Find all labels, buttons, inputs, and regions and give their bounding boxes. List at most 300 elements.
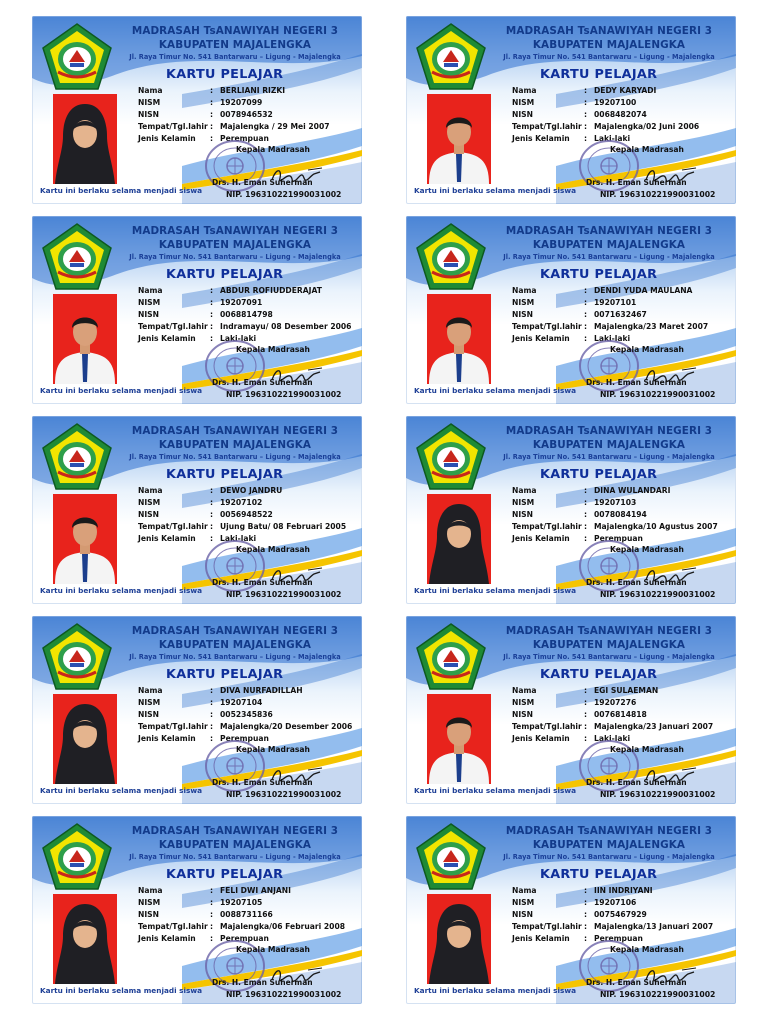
label-birth: Tempat/Tgl.lahir	[512, 322, 582, 331]
student-card	[406, 216, 736, 404]
colon: :	[210, 98, 214, 107]
label-nisn: NISN	[512, 110, 534, 119]
school-name: MADRASAH TsANAWIYAH NEGERI 3	[505, 425, 713, 437]
field-row-ttl	[138, 721, 360, 733]
colon: :	[584, 286, 588, 295]
label-gender: Jenis Kelamin	[138, 734, 196, 743]
school-logo-icon	[414, 422, 488, 492]
label-nisn: NISN	[138, 710, 160, 719]
label-nisn: NISN	[512, 510, 534, 519]
label-nama: Nama	[138, 486, 163, 495]
student-card	[32, 216, 362, 404]
label-gender: Jenis Kelamin	[138, 934, 196, 943]
field-row-ttl	[512, 921, 734, 933]
colon: :	[584, 698, 588, 707]
label-birth: Tempat/Tgl.lahir	[512, 122, 582, 131]
card-title: KARTU PELAJAR	[540, 67, 658, 82]
principal-nip: NIP. 196310221990031002	[226, 190, 342, 199]
student-nism: 19207104	[220, 698, 263, 707]
label-nism: NISM	[512, 298, 535, 307]
colon: :	[584, 298, 588, 307]
label-birth: Tempat/Tgl.lahir	[512, 522, 582, 531]
colon: :	[210, 522, 214, 531]
colon: :	[210, 722, 214, 731]
label-nism: NISM	[138, 498, 161, 507]
school-address: Jl. Raya Timur No. 541 Bantarwaru – Ligung - Majalengka	[129, 253, 341, 261]
school-regency: KABUPATEN MAJALENGKA	[158, 39, 312, 51]
label-nisn: NISN	[138, 110, 160, 119]
principal-nip: NIP. 196310221990031002	[226, 790, 342, 799]
school-logo-icon	[414, 622, 488, 692]
card-title: KARTU PELAJAR	[540, 667, 658, 682]
label-nism: NISM	[138, 698, 161, 707]
student-nism: 19207100	[594, 98, 637, 107]
school-logo-icon	[414, 22, 488, 92]
school-name: MADRASAH TsANAWIYAH NEGERI 3	[131, 825, 339, 837]
student-name: DINA WULANDARI	[594, 486, 671, 495]
student-name: DEDY KARYADI	[594, 86, 657, 95]
field-row-nism	[138, 897, 360, 909]
label-nism: NISM	[512, 898, 535, 907]
colon: :	[210, 286, 214, 295]
student-nisn: 0068482074	[594, 110, 647, 119]
field-row-nism	[512, 897, 734, 909]
student-nisn: 0088731166	[220, 910, 273, 919]
colon: :	[210, 334, 214, 343]
student-card	[406, 16, 736, 204]
school-name: MADRASAH TsANAWIYAH NEGERI 3	[131, 425, 339, 437]
student-birth: Majalengka/23 Maret 2007	[594, 322, 709, 331]
student-name: ABDUR ROFIUDDERAJAT	[220, 286, 322, 295]
school-address: Jl. Raya Timur No. 541 Bantarwaru – Ligung - Majalengka	[503, 53, 715, 61]
field-row-nama	[512, 85, 734, 97]
field-row-ttl	[512, 121, 734, 133]
student-birth: Majalengka/10 Agustus 2007	[594, 522, 718, 531]
card-title: KARTU PELAJAR	[540, 267, 658, 282]
card-title: KARTU PELAJAR	[540, 867, 658, 882]
label-birth: Tempat/Tgl.lahir	[512, 922, 582, 931]
colon: :	[210, 510, 214, 519]
card-title: KARTU PELAJAR	[166, 67, 284, 82]
school-regency: KABUPATEN MAJALENGKA	[532, 239, 686, 251]
student-birth: Majalengka/02 Juni 2006	[594, 122, 700, 131]
student-name: IIN INDRIYANI	[594, 886, 653, 895]
student-portrait	[53, 694, 117, 784]
colon: :	[210, 698, 214, 707]
student-gender: Perempuan	[220, 734, 269, 743]
school-regency: KABUPATEN MAJALENGKA	[532, 639, 686, 651]
student-nisn: 0052345836	[220, 710, 273, 719]
school-regency: KABUPATEN MAJALENGKA	[532, 439, 686, 451]
student-portrait	[427, 894, 491, 984]
label-nama: Nama	[512, 486, 537, 495]
label-birth: Tempat/Tgl.lahir	[138, 722, 208, 731]
student-gender: Perempuan	[594, 934, 643, 943]
student-fields	[512, 685, 734, 745]
label-nama: Nama	[512, 886, 537, 895]
principal-title: Kepala Madrasah	[236, 145, 310, 154]
field-row-nism	[138, 497, 360, 509]
field-row-ttl	[138, 321, 360, 333]
school-address: Jl. Raya Timur No. 541 Bantarwaru – Ligung - Majalengka	[503, 653, 715, 661]
school-logo-icon	[40, 622, 114, 692]
student-photo	[53, 694, 117, 784]
label-nisn: NISN	[138, 310, 160, 319]
validity-note: Kartu ini berlaku selama menjadi siswa	[414, 986, 576, 995]
student-nisn: 0076814818	[594, 710, 647, 719]
label-birth: Tempat/Tgl.lahir	[138, 522, 208, 531]
field-row-ttl	[512, 721, 734, 733]
colon: :	[210, 534, 214, 543]
student-photo	[427, 494, 491, 584]
label-gender: Jenis Kelamin	[138, 534, 196, 543]
student-portrait	[53, 294, 117, 384]
principal-title: Kepala Madrasah	[236, 745, 310, 754]
field-row-nism	[138, 697, 360, 709]
student-card	[32, 416, 362, 604]
student-portrait	[53, 894, 117, 984]
colon: :	[584, 486, 588, 495]
label-nisn: NISN	[138, 910, 160, 919]
school-logo-icon	[40, 22, 114, 92]
student-birth: Majalengka/20 Desember 2006	[220, 722, 353, 731]
principal-title: Kepala Madrasah	[236, 545, 310, 554]
student-card	[32, 16, 362, 204]
student-name: FELI DWI ANJANI	[220, 886, 291, 895]
student-nism: 19207106	[594, 898, 637, 907]
school-regency: KABUPATEN MAJALENGKA	[532, 39, 686, 51]
school-address: Jl. Raya Timur No. 541 Bantarwaru – Ligung - Majalengka	[129, 453, 341, 461]
principal-nip: NIP. 196310221990031002	[600, 990, 716, 999]
student-photo	[53, 94, 117, 184]
label-gender: Jenis Kelamin	[512, 334, 570, 343]
student-portrait	[427, 494, 491, 584]
principal-nip: NIP. 196310221990031002	[226, 390, 342, 399]
student-nism: 19207276	[594, 698, 637, 707]
student-card	[406, 816, 736, 1004]
school-name: MADRASAH TsANAWIYAH NEGERI 3	[505, 825, 713, 837]
label-birth: Tempat/Tgl.lahir	[138, 322, 208, 331]
field-row-nisn	[512, 709, 734, 721]
school-address: Jl. Raya Timur No. 541 Bantarwaru – Ligung - Majalengka	[129, 53, 341, 61]
field-row-ttl	[138, 921, 360, 933]
student-gender: Laki-laki	[594, 134, 631, 143]
student-nisn: 0075467929	[594, 910, 647, 919]
school-regency: KABUPATEN MAJALENGKA	[532, 839, 686, 851]
label-gender: Jenis Kelamin	[512, 534, 570, 543]
school-address: Jl. Raya Timur No. 541 Bantarwaru – Ligung - Majalengka	[503, 453, 715, 461]
colon: :	[584, 710, 588, 719]
student-nisn: 0071632467	[594, 310, 647, 319]
principal-nip: NIP. 196310221990031002	[226, 590, 342, 599]
principal-title: Kepala Madrasah	[236, 945, 310, 954]
colon: :	[584, 734, 588, 743]
colon: :	[584, 910, 588, 919]
colon: :	[210, 934, 214, 943]
student-portrait	[427, 694, 491, 784]
colon: :	[584, 322, 588, 331]
colon: :	[210, 922, 214, 931]
school-name: MADRASAH TsANAWIYAH NEGERI 3	[131, 625, 339, 637]
student-fields	[138, 485, 360, 545]
student-fields	[512, 485, 734, 545]
colon: :	[584, 934, 588, 943]
student-fields	[138, 85, 360, 145]
student-name: EGI SULAEMAN	[594, 686, 659, 695]
school-regency: KABUPATEN MAJALENGKA	[158, 639, 312, 651]
student-fields	[138, 285, 360, 345]
label-birth: Tempat/Tgl.lahir	[138, 122, 208, 131]
school-name: MADRASAH TsANAWIYAH NEGERI 3	[131, 25, 339, 37]
principal-name: Drs. H. Eman Suherman	[212, 778, 313, 787]
student-name: DENDI YUDA MAULANA	[594, 286, 693, 295]
student-gender: Laki-laki	[594, 334, 631, 343]
card-title: KARTU PELAJAR	[166, 867, 284, 882]
student-fields	[138, 885, 360, 945]
field-row-nism	[512, 97, 734, 109]
colon: :	[584, 498, 588, 507]
school-address: Jl. Raya Timur No. 541 Bantarwaru – Ligung - Majalengka	[503, 253, 715, 261]
student-card	[406, 416, 736, 604]
label-birth: Tempat/Tgl.lahir	[512, 722, 582, 731]
validity-note: Kartu ini berlaku selama menjadi siswa	[40, 586, 202, 595]
student-nisn: 0078946532	[220, 110, 273, 119]
colon: :	[584, 310, 588, 319]
field-row-nama	[138, 85, 360, 97]
field-row-nisn	[138, 109, 360, 121]
student-birth: Majalengka/13 Januari 2007	[594, 922, 714, 931]
student-nism: 19207091	[220, 298, 263, 307]
colon: :	[210, 498, 214, 507]
field-row-nism	[512, 697, 734, 709]
label-nism: NISM	[138, 98, 161, 107]
principal-name: Drs. H. Eman Suherman	[212, 978, 313, 987]
colon: :	[210, 310, 214, 319]
principal-nip: NIP. 196310221990031002	[600, 390, 716, 399]
student-card	[32, 816, 362, 1004]
colon: :	[584, 134, 588, 143]
validity-note: Kartu ini berlaku selama menjadi siswa	[414, 586, 576, 595]
colon: :	[210, 710, 214, 719]
principal-title: Kepala Madrasah	[610, 145, 684, 154]
school-name: MADRASAH TsANAWIYAH NEGERI 3	[505, 25, 713, 37]
principal-title: Kepala Madrasah	[610, 945, 684, 954]
colon: :	[210, 734, 214, 743]
student-name: DIVA NURFADILLAH	[220, 686, 303, 695]
school-address: Jl. Raya Timur No. 541 Bantarwaru – Ligung - Majalengka	[129, 853, 341, 861]
field-row-nisn	[512, 109, 734, 121]
label-gender: Jenis Kelamin	[512, 934, 570, 943]
colon: :	[210, 886, 214, 895]
student-nisn: 0068814798	[220, 310, 273, 319]
colon: :	[210, 110, 214, 119]
field-row-nama	[138, 685, 360, 697]
field-row-nama	[512, 685, 734, 697]
colon: :	[210, 86, 214, 95]
field-row-nisn	[138, 509, 360, 521]
principal-title: Kepala Madrasah	[236, 345, 310, 354]
field-row-nisn	[138, 309, 360, 321]
principal-nip: NIP. 196310221990031002	[600, 590, 716, 599]
field-row-ttl	[138, 521, 360, 533]
field-row-nisn	[512, 909, 734, 921]
field-row-nama	[512, 885, 734, 897]
label-nama: Nama	[512, 686, 537, 695]
colon: :	[210, 122, 214, 131]
card-title: KARTU PELAJAR	[540, 467, 658, 482]
validity-note: Kartu ini berlaku selama menjadi siswa	[414, 386, 576, 395]
principal-name: Drs. H. Eman Suherman	[212, 578, 313, 587]
student-nism: 19207105	[220, 898, 263, 907]
field-row-nism	[138, 97, 360, 109]
principal-name: Drs. H. Eman Suherman	[586, 778, 687, 787]
label-nama: Nama	[512, 86, 537, 95]
student-gender: Laki-laki	[594, 734, 631, 743]
field-row-nama	[512, 485, 734, 497]
label-nama: Nama	[138, 686, 163, 695]
field-row-nism	[138, 297, 360, 309]
student-gender: Laki-laki	[220, 334, 257, 343]
student-nism: 19207099	[220, 98, 263, 107]
student-photo	[53, 494, 117, 584]
colon: :	[210, 486, 214, 495]
validity-note: Kartu ini berlaku selama menjadi siswa	[40, 386, 202, 395]
student-photo	[53, 294, 117, 384]
field-row-ttl	[512, 521, 734, 533]
colon: :	[584, 898, 588, 907]
principal-name: Drs. H. Eman Suherman	[586, 978, 687, 987]
label-gender: Jenis Kelamin	[512, 134, 570, 143]
field-row-ttl	[512, 321, 734, 333]
validity-note: Kartu ini berlaku selama menjadi siswa	[414, 786, 576, 795]
student-portrait	[53, 494, 117, 584]
school-regency: KABUPATEN MAJALENGKA	[158, 239, 312, 251]
label-gender: Jenis Kelamin	[138, 134, 196, 143]
colon: :	[584, 886, 588, 895]
label-nisn: NISN	[138, 510, 160, 519]
school-logo-icon	[414, 222, 488, 292]
validity-note: Kartu ini berlaku selama menjadi siswa	[414, 186, 576, 195]
student-birth: Majalengka / 29 Mei 2007	[220, 122, 330, 131]
school-regency: KABUPATEN MAJALENGKA	[158, 439, 312, 451]
school-logo-icon	[40, 822, 114, 892]
student-birth: Ujung Batu/ 08 Februari 2005	[220, 522, 347, 531]
field-row-nisn	[512, 509, 734, 521]
field-row-nama	[138, 485, 360, 497]
student-gender: Laki-laki	[220, 534, 257, 543]
field-row-nisn	[512, 309, 734, 321]
principal-name: Drs. H. Eman Suherman	[212, 178, 313, 187]
label-nism: NISM	[512, 498, 535, 507]
card-title: KARTU PELAJAR	[166, 267, 284, 282]
student-photo	[427, 894, 491, 984]
colon: :	[210, 686, 214, 695]
student-nism: 19207101	[594, 298, 637, 307]
colon: :	[584, 510, 588, 519]
student-photo	[427, 94, 491, 184]
label-gender: Jenis Kelamin	[138, 334, 196, 343]
student-fields	[512, 85, 734, 145]
label-gender: Jenis Kelamin	[512, 734, 570, 743]
student-fields	[512, 885, 734, 945]
validity-note: Kartu ini berlaku selama menjadi siswa	[40, 786, 202, 795]
principal-nip: NIP. 196310221990031002	[600, 790, 716, 799]
student-photo	[427, 294, 491, 384]
student-birth: Indramayu/ 08 Desember 2006	[220, 322, 352, 331]
field-row-nama	[138, 285, 360, 297]
colon: :	[210, 134, 214, 143]
colon: :	[210, 898, 214, 907]
colon: :	[584, 86, 588, 95]
field-row-nisn	[138, 709, 360, 721]
student-photo	[427, 694, 491, 784]
label-nama: Nama	[138, 286, 163, 295]
school-address: Jl. Raya Timur No. 541 Bantarwaru – Ligung - Majalengka	[503, 853, 715, 861]
label-nism: NISM	[138, 298, 161, 307]
principal-name: Drs. H. Eman Suherman	[212, 378, 313, 387]
field-row-ttl	[138, 121, 360, 133]
school-name: MADRASAH TsANAWIYAH NEGERI 3	[505, 225, 713, 237]
student-portrait	[53, 94, 117, 184]
school-regency: KABUPATEN MAJALENGKA	[158, 839, 312, 851]
colon: :	[210, 298, 214, 307]
school-address: Jl. Raya Timur No. 541 Bantarwaru – Ligung - Majalengka	[129, 653, 341, 661]
student-name: BERLIANI RIZKI	[220, 86, 286, 95]
student-gender: Perempuan	[220, 134, 269, 143]
student-gender: Perempuan	[594, 534, 643, 543]
student-fields	[512, 285, 734, 345]
validity-note: Kartu ini berlaku selama menjadi siswa	[40, 186, 202, 195]
colon: :	[584, 534, 588, 543]
student-portrait	[427, 294, 491, 384]
label-nisn: NISN	[512, 910, 534, 919]
principal-nip: NIP. 196310221990031002	[600, 190, 716, 199]
student-birth: Majalengka/23 Januari 2007	[594, 722, 714, 731]
colon: :	[584, 98, 588, 107]
student-nism: 19207103	[594, 498, 637, 507]
student-name: DEWO JANDRU	[220, 486, 283, 495]
principal-title: Kepala Madrasah	[610, 545, 684, 554]
colon: :	[584, 122, 588, 131]
label-nisn: NISN	[512, 710, 534, 719]
field-row-nama	[138, 885, 360, 897]
student-fields	[138, 685, 360, 745]
field-row-nism	[512, 497, 734, 509]
principal-name: Drs. H. Eman Suherman	[586, 178, 687, 187]
colon: :	[584, 334, 588, 343]
student-nism: 19207102	[220, 498, 263, 507]
student-nisn: 0078084194	[594, 510, 647, 519]
student-nisn: 0056948522	[220, 510, 273, 519]
school-logo-icon	[40, 222, 114, 292]
student-gender: Perempuan	[220, 934, 269, 943]
principal-nip: NIP. 196310221990031002	[226, 990, 342, 999]
label-nama: Nama	[138, 886, 163, 895]
student-card	[406, 616, 736, 804]
student-birth: Majalengka/06 Februari 2008	[220, 922, 346, 931]
colon: :	[584, 522, 588, 531]
colon: :	[210, 910, 214, 919]
principal-name: Drs. H. Eman Suherman	[586, 578, 687, 587]
principal-name: Drs. H. Eman Suherman	[586, 378, 687, 387]
student-portrait	[427, 94, 491, 184]
card-title: KARTU PELAJAR	[166, 667, 284, 682]
label-birth: Tempat/Tgl.lahir	[138, 922, 208, 931]
label-nism: NISM	[512, 698, 535, 707]
school-name: MADRASAH TsANAWIYAH NEGERI 3	[131, 225, 339, 237]
school-logo-icon	[40, 422, 114, 492]
colon: :	[584, 922, 588, 931]
